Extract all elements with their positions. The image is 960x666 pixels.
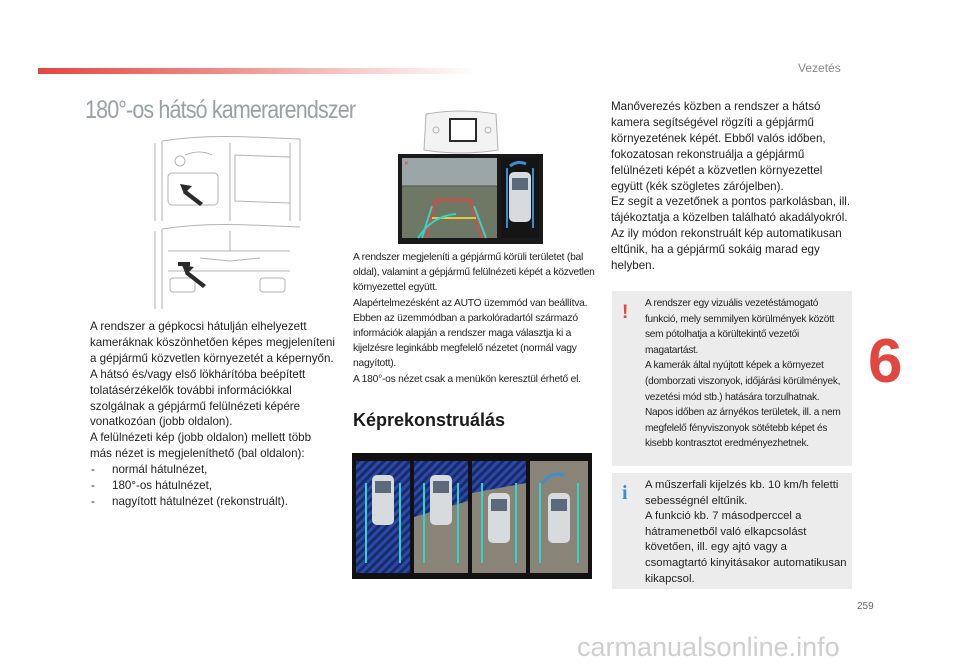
- warning-paragraph: A kamerák által nyújtott képek a környezet (domborzati viszonyok, időjárási körülmények, vezetési mód stb.) hatására torzulhatnak.: [645, 360, 841, 403]
- middle-paragraph: Alapértelmezésként az AUTO üzemmód van beállítva.: [353, 297, 588, 309]
- middle-paragraph: A rendszer megjeleníti a gépjármű körüli területet (bal oldal), valamint a gépjármű felülnézeti képét a közvetlen környezettel együtt.: [353, 252, 595, 294]
- reconstruction-sequence-image: [352, 453, 592, 579]
- svg-text:×: ×: [404, 159, 409, 168]
- page-number: 259: [857, 601, 874, 612]
- warning-paragraph: Napos időben az árnyékos területek, ill. a nem megfelelő fényviszonyok sötétebb képet és kisebb kontrasztot eredményezhetnek.: [645, 407, 841, 450]
- intro-text: [90, 319, 336, 510]
- list-item: - 180°-os hátulnézet,: [90, 478, 336, 494]
- intro-paragraph: A hátsó és/vagy első lökhárítóba beépített tolatásérzékelők további információkkal szolgálnak a gépjármű felülnézeti képére vonatkozóan (jobb oldalon).: [90, 367, 306, 429]
- page-title: 180°-os hátsó kamerarendszer: [85, 96, 356, 124]
- list-item: - normál hátulnézet,: [90, 462, 336, 478]
- reconstruction-heading: Képrekonstruálás: [353, 410, 506, 430]
- intro-paragraph: A rendszer a gépkocsi hátulján elhelyezett kameráknak köszönhetően képes megjeleníteni a gépjármű közvetlen környezetét a képernyőn.: [90, 320, 335, 365]
- frame-3: [472, 461, 526, 573]
- info-i-icon: i: [622, 482, 628, 504]
- warning-paragraph: A rendszer egy vizuális vezetéstámogató funkció, mely semmilyen körülmények között sem pótolhatja a körültekintő vezetői magatartást.: [645, 298, 835, 356]
- section-title: Vezetés: [798, 61, 841, 75]
- chapter-number: 6: [868, 327, 903, 396]
- warning-text: [645, 296, 850, 452]
- middle-paragraph: Ebben az üzemmódban a parkolóradartól származó információk alapján a rendszer maga választja ki a kijelzésre leginkább megfelelő nézetet (normál vagy nagyított).: [353, 312, 578, 370]
- info-paragraph: A funkció kb. 7 másodperccel a hátramenetből való elkapcsolást követően, ill. egy ajtó vagy a csomagtartó kinyitásakor automatikusan kikapcsol.: [645, 510, 847, 585]
- frame-1: [356, 461, 410, 573]
- watermark: carmanualsonline.info: [577, 632, 840, 662]
- middle-text: [353, 250, 595, 387]
- view-list: [90, 462, 336, 510]
- camera-display-image: [398, 154, 543, 244]
- frame-2: [414, 461, 468, 573]
- right-text: [611, 99, 857, 274]
- right-paragraph: Manőverezés közben a rendszer a hátsó kamera segítségével rögzíti a gépjármű környezetének képét. Ebből valós időben, fokozatosan rekonstruálja a gépjármű felülnézeti képét a közvetlen környezettel együtt (kék szögletes zárójelben).: [611, 100, 826, 193]
- info-text: [645, 478, 849, 587]
- info-paragraph: A műszerfali kijelzés kb. 10 km/h feletti sebességnél eltűnik.: [645, 479, 839, 507]
- header-accent-bar: [38, 68, 478, 74]
- right-paragraph: Ez segít a vezetőnek a pontos parkolásban, ill. tájékoztatja a közelben található akadályokról. Az ily módon rekonstruált kép automatikusan eltűnik, ha a gépjármű sokáig marad egy helyben.: [611, 195, 851, 273]
- warning-exclamation-icon: !: [622, 302, 629, 323]
- list-item: - nagyított hátulnézet (rekonstruált).: [90, 494, 336, 510]
- dashboard-screen-illustration: [420, 110, 502, 156]
- intro-paragraph: A felülnézeti kép (jobb oldalon) mellett több más nézet is megjeleníthető (bal oldalon):: [90, 431, 312, 461]
- frame-4: [530, 461, 588, 573]
- van-rear-camera-illustration: [140, 133, 340, 313]
- middle-paragraph: A 180°-os nézet csak a menükön keresztül érhető el.: [353, 373, 581, 385]
